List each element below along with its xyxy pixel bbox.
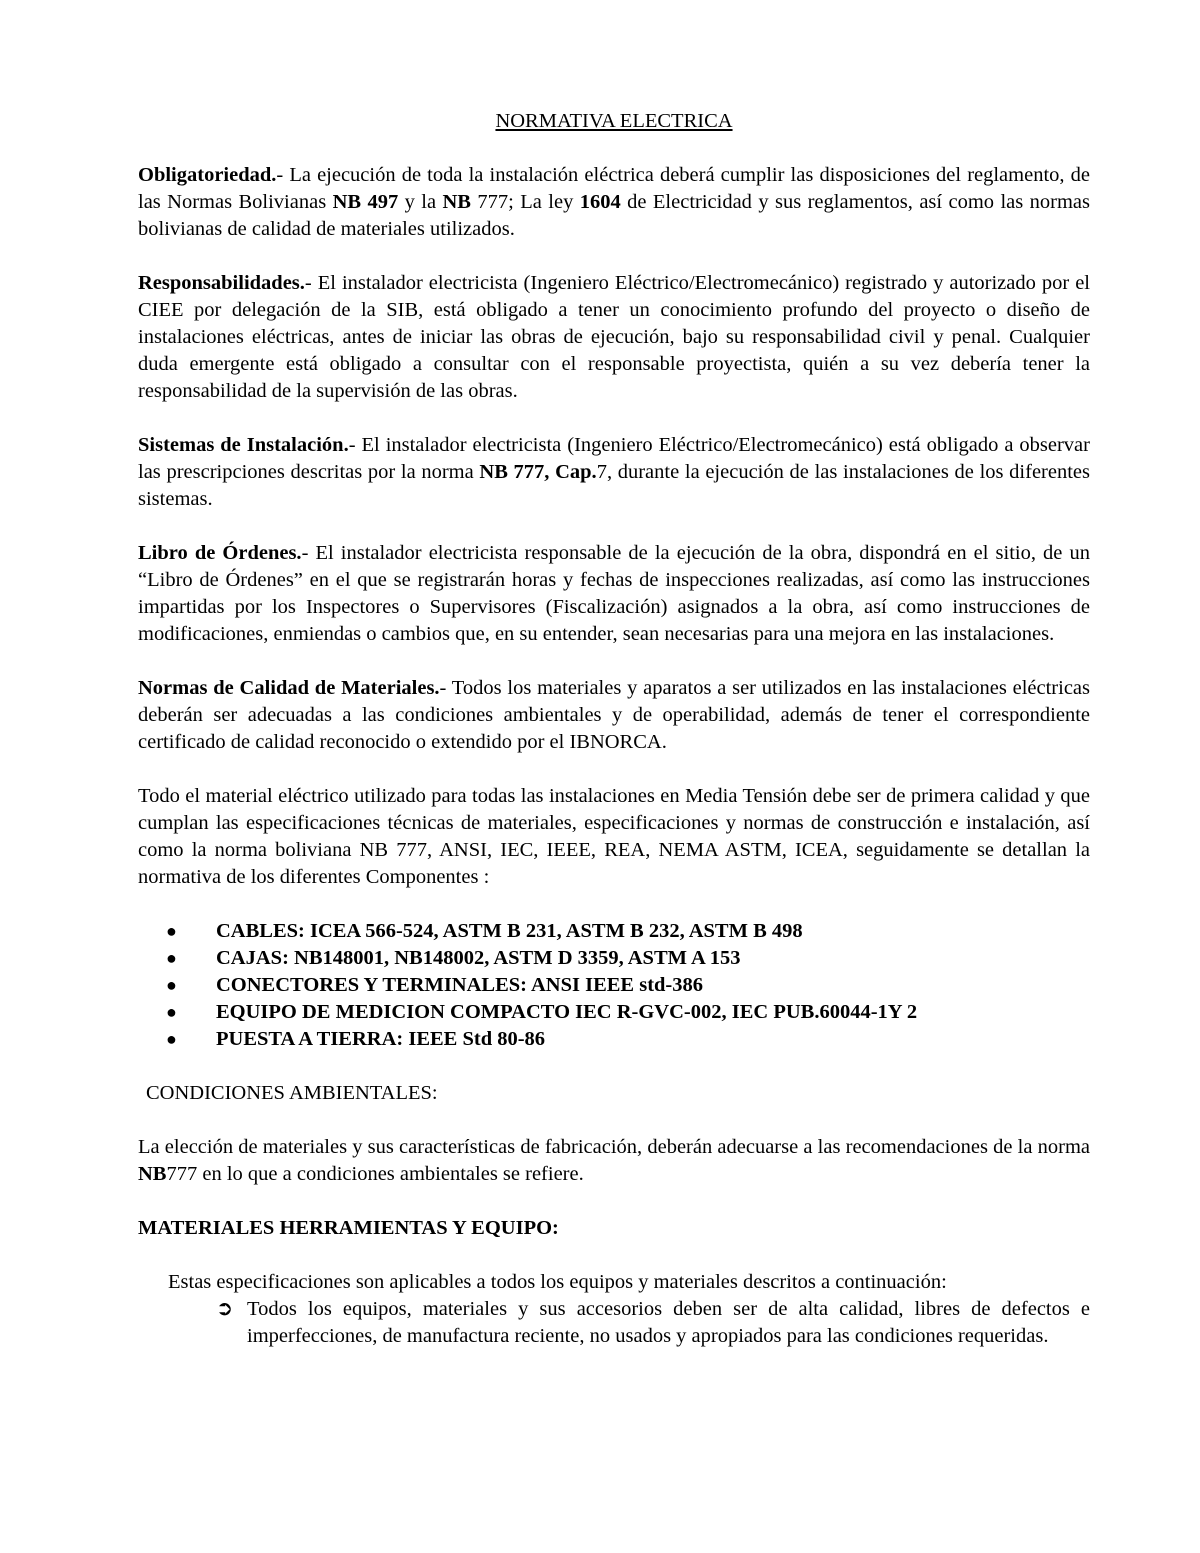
text-segment: La elección de materiales y sus características de fabricación, deberán adecuarse a las recomendaciones de la norma: [138, 1136, 1090, 1158]
document-page: [138, 108, 1090, 1350]
list-item-text: CABLES: ICEA 566-524, ASTM B 231, ASTM B 232, ASTM B 498: [216, 920, 803, 942]
bullet-icon: ●: [166, 948, 177, 968]
text-segment: - Todos los materiales y aparatos a ser utilizados en las instalaciones eléctricas deberán ser adecuadas a las condiciones ambientales y de operabilidad, además de tener el correspondiente certificado de calidad reconocido o extendido por el IBNORCA.: [138, 677, 1090, 753]
list-item-text: CAJAS: NB148001, NB148002, ASTM D 3359, ASTM A 153: [216, 947, 741, 969]
term-normas-calidad: Normas de Calidad de Materiales.: [138, 677, 440, 699]
text-segment: - El instalador electricista (Ingeniero Eléctrico/Electromecánico) registrado y autorizado por el CIEE por delegación de la SIB, está obligado a tener un conocimiento profundo del proyecto o diseño de instalaciones eléctricas, antes de iniciar las obras de ejecución, bajo su responsabilidad civil y penal. Cualquier duda emergente está obligado a consultar con el responsable proyectista, quién a su vez debería tener la responsabilidad de la supervisión de las obras.: [138, 272, 1090, 402]
list-item: [166, 945, 1090, 972]
heading-materiales-herramientas: MATERIALES HERRAMIENTAS Y EQUIPO:: [138, 1217, 559, 1239]
paragraph-eleccion-materiales: [138, 1134, 1090, 1188]
text-segment: y la: [398, 191, 443, 213]
bullet-icon: ●: [166, 1029, 177, 1049]
bullet-icon: ●: [166, 975, 177, 995]
term-nb777-cap: NB 777, Cap.: [479, 461, 597, 483]
text-segment: - El instalador electricista (Ingeniero Eléctrico/Electromecánico) está obligado a observar las prescripciones descritas por la norma: [138, 434, 1090, 483]
term-nb: NB: [442, 191, 471, 213]
paragraph-normas-calidad: [138, 675, 1090, 756]
components-list: [138, 918, 1090, 1053]
paragraph-responsabilidades: [138, 270, 1090, 405]
term-libro-ordenes: Libro de Órdenes.: [138, 542, 302, 564]
paragraph-libro-ordenes: [138, 540, 1090, 648]
list-item-text: CONECTORES Y TERMINALES: ANSI IEEE std-386: [216, 974, 703, 996]
list-item: [166, 918, 1090, 945]
list-item-text: PUESTA A TIERRA: IEEE Std 80-86: [216, 1028, 546, 1050]
list-item: [166, 972, 1090, 999]
term-sistemas: Sistemas de Instalación.: [138, 434, 349, 456]
bullet-icon: ●: [166, 1002, 177, 1022]
arrow-list-item-text: Todos los equipos, materiales y sus accesorios deben ser de alta calidad, libres de defectos e imperfecciones, de manufactura reciente, no usados y apropiados para las condiciones requeridas.: [247, 1298, 1090, 1347]
document-title: NORMATIVA ELECTRICA: [495, 110, 733, 132]
bullet-icon: ●: [166, 921, 177, 941]
paragraph-obligatoriedad: [138, 162, 1090, 243]
text-segment: - El instalador electricista responsable de la ejecución de la obra, dispondrá en el sitio, de un “Libro de Órdenes” en el que se registrarán horas y fechas de inspecciones realizadas, así como las instrucciones impartidas por los Inspectores o Supervisores (Fiscalización) asignados a la obra, así como instrucciones de modificaciones, enmiendas o cambios que, en su entender, sean necesarias para una mejora en las instalaciones.: [138, 542, 1090, 645]
text-segment: 777; La ley: [470, 191, 580, 213]
text-segment: 777 en lo que a condiciones ambientales se refiere.: [166, 1163, 584, 1185]
term-nb: NB: [138, 1163, 167, 1185]
term-responsabilidades: Responsabilidades.: [138, 272, 305, 294]
term-obligatoriedad: Obligatoriedad.: [138, 164, 277, 186]
text-segment: de Electricidad y sus reglamentos, así como las normas bolivianas de calidad de materiales utilizados.: [138, 191, 1090, 240]
arrow-bullet-icon: ➲: [216, 1298, 234, 1320]
text-segment: 7, durante la ejecución de las instalaciones de los diferentes sistemas.: [138, 461, 1090, 510]
list-item-text: EQUIPO DE MEDICION COMPACTO IEC R-GVC-002, IEC PUB.60044-1Y 2: [216, 1001, 918, 1023]
list-item: [166, 999, 1090, 1026]
term-nb497: NB 497: [332, 191, 399, 213]
heading-condiciones-ambientales: CONDICIONES AMBIENTALES:: [146, 1082, 438, 1104]
arrow-list-item: [138, 1296, 1090, 1350]
text-segment: - La ejecución de toda la instalación eléctrica deberá cumplir las disposiciones del reglamento, de las Normas Bolivianas: [138, 164, 1090, 213]
term-1604: 1604: [579, 191, 621, 213]
paragraph-sistemas: [138, 432, 1090, 513]
paragraph-material-electrico: Todo el material eléctrico utilizado para todas las instalaciones en Media Tensión debe ser de primera calidad y que cumplan las especificaciones técnicas de materiales, especificaciones y normas de construcción e instalación, así como la norma boliviana NB 777, ANSI, IEC, IEEE, REA, NEMA ASTM, ICEA, seguidamente se detallan la normativa de los diferentes Componentes :: [138, 785, 1090, 888]
paragraph-especificaciones-intro: Estas especificaciones son aplicables a todos los equipos y materiales descritos a continuación:: [168, 1271, 947, 1293]
list-item: [166, 1026, 1090, 1053]
